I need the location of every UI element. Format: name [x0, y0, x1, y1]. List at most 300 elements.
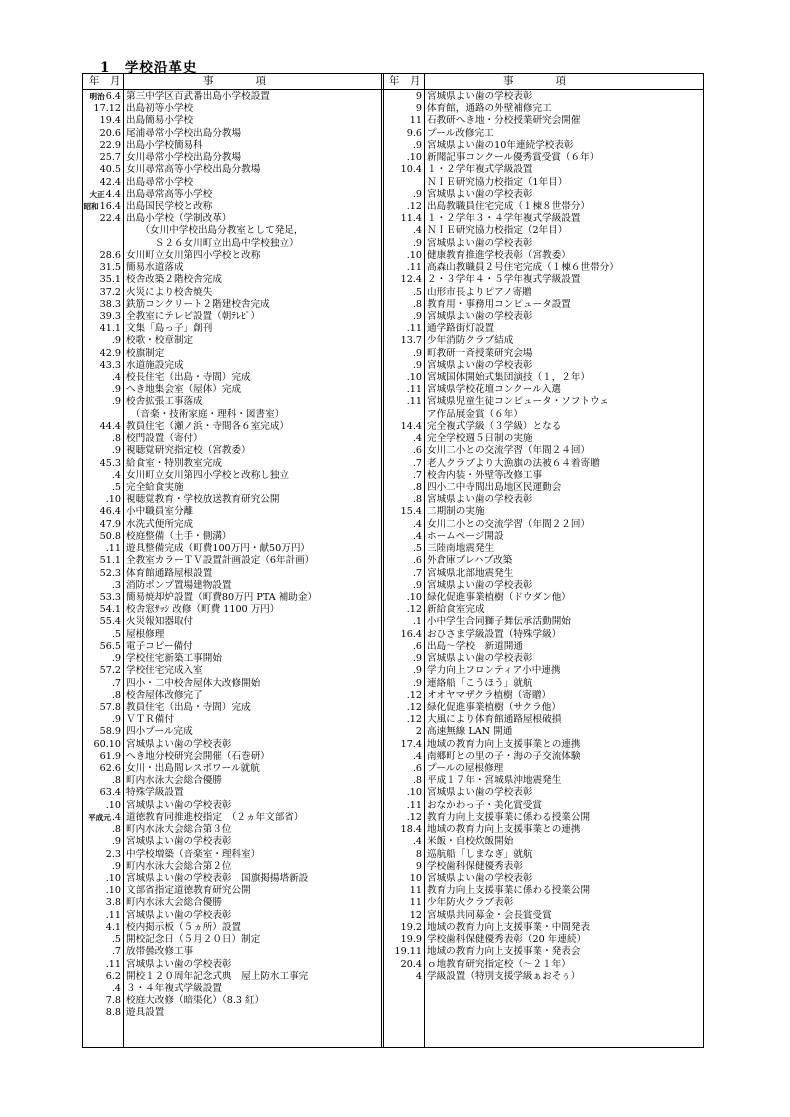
table-row-date [83, 824, 121, 836]
table-row-date [83, 702, 121, 714]
table-row-date [384, 775, 422, 787]
table-row-item [427, 690, 702, 702]
row-date-value: 10 [409, 873, 422, 884]
row-date [100, 506, 121, 518]
row-date [407, 690, 422, 702]
table-row-item [126, 800, 379, 812]
row-item: 連絡船「こうほう」就航 [427, 677, 533, 689]
row-date [100, 152, 121, 164]
table-row-item [126, 934, 379, 946]
row-item: 宮城県よい歯の学校表彰 国旗掲揚塔新設 [126, 873, 309, 884]
table-row-date [83, 775, 121, 787]
table-row-date [384, 91, 422, 103]
row-date-value: .9 [412, 310, 422, 322]
header-item-left: 事 項 [203, 75, 266, 87]
row-date-value: 39.3 [99, 310, 121, 322]
row-date-value: .10 [105, 494, 121, 506]
table-row-date [384, 201, 422, 213]
table-row-item [427, 225, 702, 237]
row-item: 完全複式学級（３学級）となる [427, 420, 562, 432]
row-date [100, 311, 121, 323]
left-item-column [126, 91, 379, 1020]
table-row-date [83, 201, 121, 213]
row-date-value: 19.2 [400, 921, 422, 933]
row-date-value: .4 [412, 518, 422, 530]
table-row-date [83, 678, 121, 690]
row-date-value: .9 [111, 396, 121, 408]
row-date-value: 40.5 [99, 164, 121, 176]
table-row-item [126, 995, 379, 1007]
row-date-value: 3.8 [105, 897, 121, 909]
row-date-value: 13.7 [400, 335, 422, 347]
table-row-date [384, 128, 422, 140]
table-row-item [126, 470, 379, 482]
row-item: 校長住宅（出島・寺間）完成 [126, 372, 251, 384]
table-row-date [83, 983, 121, 995]
row-item: 町内水泳大会総合優勝 [126, 897, 222, 909]
table-row-item [427, 580, 702, 592]
row-item: 文部省指定道徳教育研究公開 [126, 885, 251, 897]
right-item-column [427, 91, 702, 983]
row-item: 文集「島っ子」創刊 [126, 323, 213, 335]
row-date [413, 678, 422, 690]
table-row-date [83, 115, 121, 127]
row-item: ２・３学年４・５学年複式学級設置 [427, 274, 581, 286]
table-row-item [427, 629, 702, 641]
table-row-date [83, 433, 121, 445]
row-date-value: 52.3 [99, 567, 121, 579]
row-date [100, 250, 121, 262]
row-date-value: 8 [415, 848, 422, 860]
table-row-item [427, 274, 702, 286]
row-date [100, 568, 121, 580]
row-date [100, 616, 121, 628]
row-date [410, 115, 422, 127]
table-row-item [126, 225, 379, 237]
row-item: へき地集会室（屋体）完成 [126, 384, 242, 396]
table-row-date [83, 396, 121, 408]
row-date-value: 6.4 [105, 91, 121, 102]
row-date-value: .8 [412, 482, 422, 493]
row-date [100, 641, 121, 653]
table-row-item [126, 348, 379, 360]
table-row-date [83, 910, 121, 922]
table-row-date [83, 348, 121, 360]
row-date [413, 140, 422, 152]
table-row-date [384, 213, 422, 225]
table-row-item [126, 177, 379, 189]
row-date-value: .6 [412, 640, 422, 652]
table-row-date [384, 922, 422, 934]
table-row-date [83, 934, 121, 946]
row-date [407, 262, 422, 274]
row-item: 宮城県よい歯の学校表彰 [427, 188, 533, 200]
table-row-date [83, 641, 121, 653]
row-date-value: .9 [111, 653, 121, 665]
row-date-value: 22.4 [99, 213, 121, 225]
table-row-item [427, 568, 702, 580]
row-item: プールの屋根修理 [427, 763, 504, 775]
row-item: 地域の教育力向上支援事業との連携 [427, 738, 581, 750]
row-date-value: .6 [412, 763, 422, 775]
row-item: 校舎内装・外壁等改修工事 [427, 469, 543, 481]
row-date [413, 482, 422, 494]
row-item: 完全学校週５日制の実施 [427, 433, 533, 445]
row-date-value: 19.11 [394, 946, 422, 958]
table-row-item [126, 335, 379, 347]
row-date-value: .12 [406, 200, 422, 212]
table-row-date [384, 641, 422, 653]
table-row-date [83, 653, 121, 665]
row-item: 尾浦尋常小学校出島分教場 [126, 127, 242, 139]
row-date-value: .7 [412, 457, 422, 469]
row-date [413, 580, 422, 592]
table-row-date [384, 177, 422, 189]
table-row-date [384, 629, 422, 641]
row-item: 女川尋常高等小学校出島分教場 [126, 164, 261, 176]
row-date [106, 873, 121, 885]
table-row-date [384, 604, 422, 616]
row-item: 出島～学校 新道開通 [427, 640, 523, 652]
table-row-date [83, 506, 121, 518]
row-item: 教育用・事務用コンピュータ設置 [427, 298, 571, 310]
left-date-column [83, 91, 121, 1020]
row-date [100, 555, 121, 567]
row-item: おひさま学級設置（特殊学級） [427, 628, 562, 640]
row-date [401, 959, 422, 971]
table-row-date [384, 714, 422, 726]
table-row-item [126, 922, 379, 934]
table-row-item [126, 641, 379, 653]
row-item: 教育力向上支援事業に係わる授業公開 [427, 885, 591, 897]
table-row-date [83, 445, 121, 457]
row-date [100, 592, 121, 604]
row-date-value: .11 [105, 543, 121, 555]
table-row-item [126, 213, 379, 225]
row-item: 中学校増築（音楽室・理科室） [126, 848, 261, 860]
row-item: プール改修完工 [427, 127, 494, 139]
table-row-item [427, 140, 702, 152]
row-date-value: 11 [409, 885, 422, 897]
table-row-date [384, 971, 422, 983]
row-item: 南郷町との里の子・海の子交流体験 [427, 750, 581, 762]
row-date-value: .1 [412, 616, 422, 628]
row-date-value: .10 [406, 591, 422, 603]
row-item: 四小二中寺間出島地区民運動会 [427, 482, 562, 493]
table-row-item [126, 580, 379, 592]
row-item: オオヤマザクラ植樹（寄贈） [427, 689, 552, 701]
table-row-item [126, 311, 379, 323]
row-date [410, 885, 422, 897]
table-row-item [126, 910, 379, 922]
table-row-date [83, 287, 121, 299]
table-row-item [427, 910, 702, 922]
row-item: 校庭整備（土手・側溝） [126, 530, 232, 542]
row-date [112, 384, 121, 396]
row-date-value: .9 [111, 445, 121, 457]
table-row-date [83, 922, 121, 934]
table-row-date [83, 849, 121, 861]
row-item: 三陸南地震発生 [427, 543, 495, 555]
table-row-item [427, 115, 702, 127]
table-row-date [83, 665, 121, 677]
row-date [410, 897, 422, 909]
table-row-item [427, 702, 702, 714]
table-row-item [427, 861, 702, 873]
table-row-date [384, 384, 422, 396]
era-label: 昭和 [83, 201, 99, 211]
row-date [100, 360, 121, 372]
row-date-value: .9 [412, 139, 422, 151]
row-item: 山形市長よりピアノ寄贈 [427, 286, 532, 298]
row-item: 学校歯科保健優秀表彰（20 年連続） [427, 934, 587, 946]
table-row-date [83, 568, 121, 580]
table-row-date [384, 299, 422, 311]
table-row-item [126, 836, 379, 848]
row-item: 高速無線 LAN 開通 [427, 726, 513, 738]
row-date [90, 91, 121, 103]
table-row-item [427, 213, 702, 225]
row-date [413, 287, 422, 299]
row-item: 視聴覚教育・学校放送教育研究公開 [126, 494, 280, 506]
row-item: 町教研一斉授業研究会場 [427, 347, 533, 359]
table-row-item [126, 726, 379, 738]
row-date-value: .4 [111, 469, 121, 481]
row-date [100, 262, 121, 274]
table-row-item [427, 592, 702, 604]
row-item: おなかわっ子・美化賞受賞 [427, 799, 543, 811]
table-row-item [427, 238, 702, 250]
row-date-value: .8 [111, 433, 121, 445]
row-date [100, 299, 121, 311]
page-title: 1 学校沿革史 [100, 60, 198, 76]
row-item: 簡易焼却炉設置（町費80万円 PTA 補助金） [126, 591, 318, 603]
table-row-date [83, 360, 121, 372]
row-date [407, 702, 422, 714]
row-item: 緑化促進事業植樹（ドウダン他） [427, 591, 571, 603]
row-item: 平成１７年・宮城県沖地震発生 [427, 775, 562, 787]
table-row-item [427, 445, 702, 457]
row-item: 宮城県よい歯の10年連続学校表彰 [427, 139, 574, 151]
table-row-date [83, 1007, 121, 1019]
row-item: 米飯・自校炊飯開始 [427, 836, 514, 848]
row-date-value: 53.3 [99, 591, 121, 603]
row-item: 地域の教育力向上支援事業との連携 [427, 824, 581, 836]
header-date-right: 年 月 [389, 75, 421, 87]
row-date [112, 445, 121, 457]
table-row-item [427, 201, 702, 213]
row-item: 火災により校舎焼失 [126, 286, 213, 298]
row-date-value: 41.1 [99, 323, 121, 335]
row-date-value: .4 [412, 530, 422, 542]
table-row-date [384, 946, 422, 958]
table-row-item [126, 897, 379, 909]
row-date [100, 128, 121, 140]
row-date-value: 11 [409, 115, 422, 127]
table-row-item [427, 360, 702, 372]
table-row-item [427, 971, 702, 983]
row-item: 宮城県学校花壇コンクール入選 [427, 384, 561, 396]
row-date [100, 763, 121, 775]
row-date-value: .7 [412, 469, 422, 481]
row-date [413, 653, 422, 665]
row-date-value: .11 [406, 396, 422, 408]
row-date [100, 323, 121, 335]
table-row-date [384, 470, 422, 482]
row-item: 外倉庫プレハブ改築 [427, 555, 513, 567]
table-row-item [126, 568, 379, 580]
row-item: 学力向上フロンティア小中連携 [427, 665, 561, 677]
table-row-date [83, 458, 121, 470]
row-item: 遊具設置 [126, 1007, 165, 1019]
row-date [100, 164, 121, 176]
row-date-value: .12 [406, 811, 422, 823]
table-row-date [83, 629, 121, 641]
row-item: 女川二小との交流学習（年間２２回） [427, 518, 591, 530]
row-date [401, 506, 422, 518]
table-row-date [384, 580, 422, 592]
row-item: 完全給食実施 [126, 482, 184, 493]
table-row-date [384, 348, 422, 360]
row-item: 遊具整備完成（町費100万円・献50万円） [126, 543, 311, 555]
row-date-value: 18.4 [400, 824, 422, 836]
table-row-item [427, 421, 702, 433]
row-item: 高森山教職員２号住宅完成（１棟６世帯分） [427, 262, 619, 274]
table-row-item [427, 189, 702, 201]
table-row-item [126, 543, 379, 555]
row-item: 宮城県よい歯の学校表彰 [427, 359, 533, 371]
row-date-value: 11 [409, 897, 422, 909]
row-item: 校旗制定 [126, 347, 165, 359]
row-date [106, 959, 121, 971]
row-date [112, 983, 121, 995]
row-date-value: 62.6 [99, 763, 121, 775]
row-date-value: 12.4 [400, 274, 422, 286]
row-date-value: .11 [105, 958, 121, 970]
table-row-item [126, 629, 379, 641]
table-row-date [83, 995, 121, 1007]
table-row-item [126, 421, 379, 433]
row-item: 地域の教育力向上支援事業・発表会 [427, 946, 581, 958]
row-date-value: .4 [111, 372, 121, 384]
table-row-date [384, 616, 422, 628]
table-row-item [126, 555, 379, 567]
table-row-date [384, 555, 422, 567]
table-row-item [126, 678, 379, 690]
row-date [106, 971, 121, 983]
right-date-column [384, 91, 422, 983]
row-item: 校歌・校章制定 [126, 335, 194, 347]
row-date [413, 568, 422, 580]
row-date [100, 140, 121, 152]
row-date-value: 11.4 [400, 213, 422, 225]
row-date [407, 800, 422, 812]
row-date [100, 115, 121, 127]
table-row-item [427, 177, 702, 189]
table-row-item [427, 946, 702, 958]
table-row-date [83, 555, 121, 567]
table-row-date [83, 494, 121, 506]
row-date-value: .9 [111, 335, 121, 347]
table-row-date [83, 189, 121, 201]
row-date-value: 60.10 [93, 738, 121, 750]
row-item: 教員住宅（出島・寺間）完成 [126, 701, 251, 713]
row-date [112, 678, 121, 690]
row-date [410, 910, 422, 922]
table-row-date [384, 665, 422, 677]
row-item: 全教室カラーＴＶ設置計画設定（6年計画） [126, 555, 315, 567]
row-date [100, 519, 121, 531]
row-date [413, 836, 422, 848]
row-date-value: 15.4 [400, 506, 422, 518]
row-date-value: 10.4 [400, 164, 422, 176]
table-row-item [427, 482, 702, 494]
row-date [112, 580, 121, 592]
table-row-date [83, 91, 121, 103]
table-row-item [427, 726, 702, 738]
row-date [416, 91, 422, 103]
row-date [413, 641, 422, 653]
row-item: 宮城県よい歯の学校表彰 [427, 787, 533, 799]
row-item: １・２学年複式学級設置 [427, 164, 533, 176]
table-row-item [427, 128, 702, 140]
table-row-item [427, 506, 702, 518]
row-date-value: .10 [406, 249, 422, 261]
row-item: 女川・出島間レスポワール就航 [126, 763, 260, 775]
table-row-item [126, 653, 379, 665]
row-item: 宮城県よい歯の学校表彰 [126, 738, 232, 750]
row-date-value: .4 [412, 836, 422, 848]
table-row-date [384, 702, 422, 714]
row-date [407, 592, 422, 604]
row-date [112, 690, 121, 702]
row-date [106, 885, 121, 897]
table-row-date [384, 506, 422, 518]
row-date [100, 287, 121, 299]
row-item: ３・４年複式学級設置 [126, 982, 222, 994]
table-row-item [427, 616, 702, 628]
row-date [106, 922, 121, 934]
table-row-item [126, 690, 379, 702]
table-row-date [384, 739, 422, 751]
row-date-value: 50.8 [99, 530, 121, 542]
row-date-value: .10 [105, 873, 121, 884]
table-row-item [126, 812, 379, 824]
table-row-item [126, 262, 379, 274]
row-item: 出島尋常小学校 [126, 176, 194, 188]
table-row-item [427, 641, 702, 653]
row-date [413, 555, 422, 567]
table-row-date [83, 177, 121, 189]
row-date [416, 971, 422, 983]
row-item: 二期制の実施 [427, 506, 485, 518]
era-label: 明治 [89, 92, 105, 101]
row-item: 校庭大改修（暗渠化）（8.3 紅） [126, 995, 265, 1007]
table-row-item [427, 372, 702, 384]
table-row-date [83, 726, 121, 738]
row-date [407, 396, 422, 408]
row-date-value: .5 [412, 543, 422, 555]
row-date [112, 470, 121, 482]
row-date [106, 543, 121, 555]
row-date-value: .7 [412, 567, 422, 579]
table-row-date [384, 885, 422, 897]
table-row-date [384, 836, 422, 848]
table-row-item [427, 531, 702, 543]
row-item: 女川二小との交流学習（年間２４回） [427, 445, 591, 457]
table-row-item [126, 323, 379, 335]
table-row-item [126, 152, 379, 164]
